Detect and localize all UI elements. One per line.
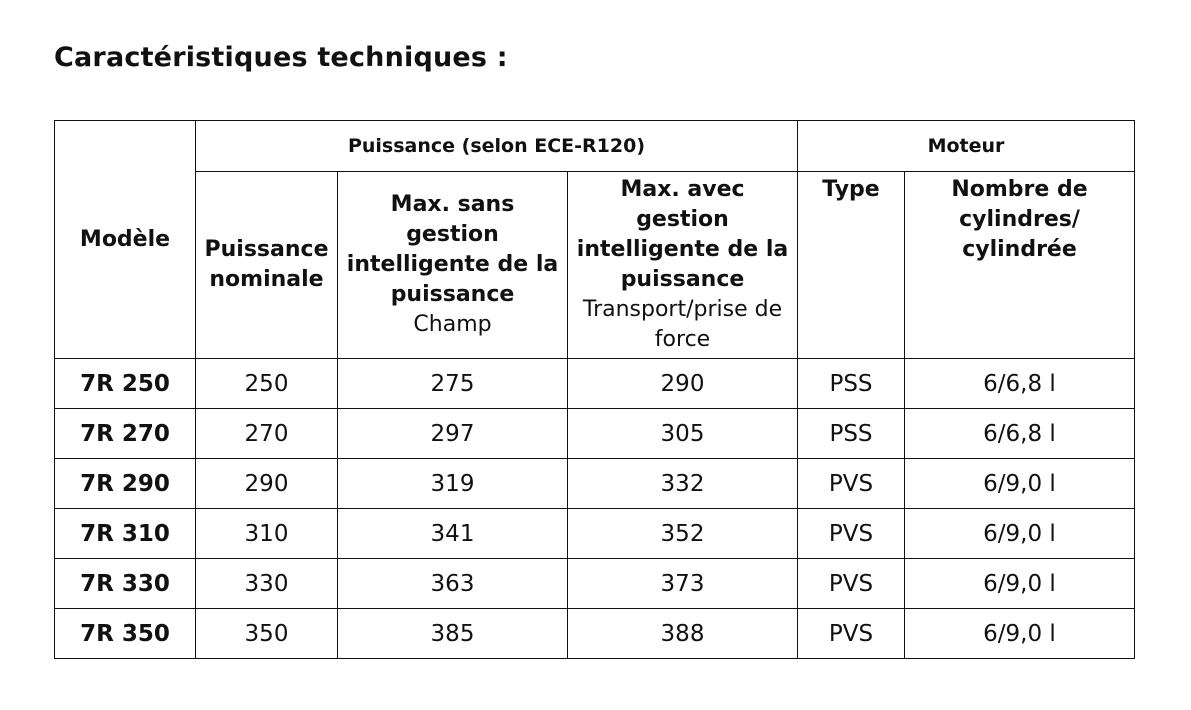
table-row (55, 509, 1135, 559)
cell-type: PSS (798, 359, 905, 409)
header-max-with (568, 172, 798, 359)
cell-model: 7R 310 (55, 509, 196, 559)
cell-nominal: 330 (196, 559, 338, 609)
cell-model: 7R 290 (55, 459, 196, 509)
cell-type: PVS (798, 459, 905, 509)
header-cylinders: Nombre de cylindres/ cylindrée (905, 172, 1135, 359)
cell-nominal: 250 (196, 359, 338, 409)
cell-type: PVS (798, 559, 905, 609)
header-max-with-sub: Transport/prise de force (582, 297, 783, 352)
cell-max-with: 305 (568, 409, 798, 459)
cell-cylinders: 6/9,0 l (905, 509, 1135, 559)
cell-max-with: 332 (568, 459, 798, 509)
cell-nominal: 310 (196, 509, 338, 559)
cell-max-without: 297 (338, 409, 568, 459)
cell-max-with: 388 (568, 609, 798, 659)
table-row (55, 409, 1135, 459)
cell-nominal: 290 (196, 459, 338, 509)
cell-max-without: 363 (338, 559, 568, 609)
cell-nominal: 350 (196, 609, 338, 659)
cell-type: PVS (798, 609, 905, 659)
cell-cylinders: 6/6,8 l (905, 359, 1135, 409)
cell-cylinders: 6/6,8 l (905, 409, 1135, 459)
cell-cylinders: 6/9,0 l (905, 459, 1135, 509)
spec-table (54, 120, 1135, 659)
header-row-columns (55, 172, 1135, 359)
table-row (55, 359, 1135, 409)
table-row (55, 459, 1135, 509)
cell-max-without: 275 (338, 359, 568, 409)
cell-model: 7R 250 (55, 359, 196, 409)
header-nominal-power: Puissance nominale (196, 172, 338, 359)
header-row-groups (55, 121, 1135, 172)
header-max-without-label: Max. sans gestion intelligente de la puissance (346, 192, 559, 307)
header-max-with-label: Max. avec gestion intelligente de la puissance (576, 177, 789, 292)
header-group-engine: Moteur (798, 121, 1135, 172)
header-type: Type (798, 172, 905, 359)
cell-max-without: 385 (338, 609, 568, 659)
cell-max-without: 319 (338, 459, 568, 509)
cell-cylinders: 6/9,0 l (905, 609, 1135, 659)
table-row (55, 609, 1135, 659)
table-row (55, 559, 1135, 609)
cell-max-without: 341 (338, 509, 568, 559)
header-max-without-sub: Champ (413, 312, 492, 337)
header-group-power: Puissance (selon ECE-R120) (196, 121, 798, 172)
cell-max-with: 373 (568, 559, 798, 609)
cell-model: 7R 270 (55, 409, 196, 459)
header-model: Modèle (55, 121, 196, 359)
cell-model: 7R 330 (55, 559, 196, 609)
cell-model: 7R 350 (55, 609, 196, 659)
cell-cylinders: 6/9,0 l (905, 559, 1135, 609)
cell-max-with: 352 (568, 509, 798, 559)
cell-max-with: 290 (568, 359, 798, 409)
page-title: Caractéristiques techniques : (54, 42, 508, 73)
cell-type: PVS (798, 509, 905, 559)
cell-nominal: 270 (196, 409, 338, 459)
header-max-without (338, 172, 568, 359)
cell-type: PSS (798, 409, 905, 459)
